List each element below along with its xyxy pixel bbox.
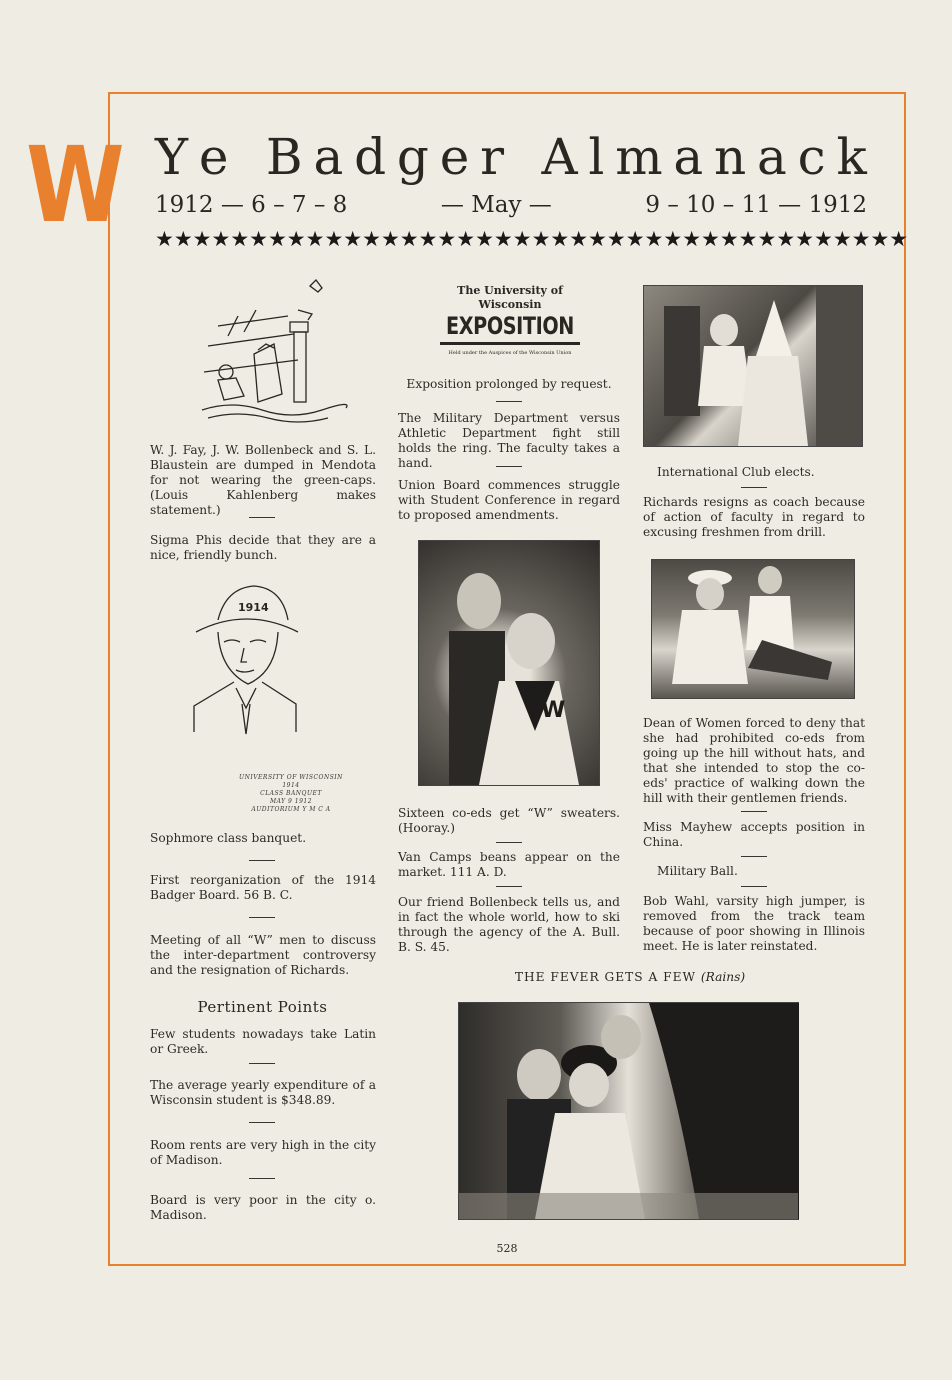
title-letter: a xyxy=(313,128,344,186)
left-paragraph-3: Sophmore class banquet. xyxy=(150,831,307,845)
star-icon: ★ xyxy=(569,227,589,251)
title-letter xyxy=(239,132,255,182)
star-divider xyxy=(155,227,909,251)
title-letter: c xyxy=(797,128,826,186)
divider xyxy=(249,1178,275,1179)
star-icon: ★ xyxy=(851,227,871,251)
left-paragraph-2: Sigma Phis decide that they are a nice, friendly bunch. xyxy=(150,533,376,562)
title-letter: A xyxy=(541,128,578,186)
star-icon: ★ xyxy=(380,227,400,251)
page-title xyxy=(155,128,867,186)
right-paragraph-1: International Club elects. xyxy=(657,465,815,479)
star-icon: ★ xyxy=(757,227,777,251)
star-icon: ★ xyxy=(531,227,551,251)
star-icon: ★ xyxy=(682,227,702,251)
divider xyxy=(496,466,522,467)
sweater-letter: W xyxy=(541,698,566,723)
mid-paragraph-6: Our friend Bollenbeck tells us, and in fact the whole world, how to ski through the agency of the A. Bull. B. S. 45. xyxy=(398,895,620,954)
fever-caption-text: THE FEVER GETS A FEW xyxy=(514,970,697,984)
international-club-photo xyxy=(643,285,863,447)
star-icon: ★ xyxy=(889,227,909,251)
expo-line-1: The University of Wisconsin xyxy=(457,284,563,311)
title-letter: r xyxy=(480,128,504,186)
expo-line-2: EXPOSITION xyxy=(446,312,574,340)
divider xyxy=(249,1122,275,1123)
divider xyxy=(249,517,275,518)
title-letter: g xyxy=(396,128,429,186)
hat-label: 1914 xyxy=(238,601,269,614)
star-icon: ★ xyxy=(625,227,645,251)
star-icon: ★ xyxy=(832,227,852,251)
right-paragraph-3: Dean of Women forced to deny that she had prohibited co-eds from going up the hill without hats, and that she intended to stop the co-eds' practice of walking down the hill with their gentlemen friends. xyxy=(643,716,865,805)
mid-paragraph-5: Van Camps beans appear on the market. 111 A. D. xyxy=(398,850,620,879)
banquet-card-line: MAY 9 1912 xyxy=(269,798,313,805)
title-letter: d xyxy=(354,128,387,186)
star-icon: ★ xyxy=(249,227,268,251)
left-paragraph-4: First reorganization of the 1914 Badger Board. 56 B. C. xyxy=(150,873,376,902)
star-icon: ★ xyxy=(719,227,739,251)
star-icon: ★ xyxy=(230,227,250,251)
star-icon: ★ xyxy=(173,227,193,251)
star-icon: ★ xyxy=(343,227,363,251)
divider xyxy=(741,886,767,887)
dunking-cartoon xyxy=(198,276,344,424)
right-paragraph-2: Richards resigns as coach because of action of faculty in regard to excusing freshmen from drill. xyxy=(643,495,865,539)
star-icon: ★ xyxy=(512,227,532,251)
star-icon: ★ xyxy=(155,227,174,251)
mid-paragraph-2: The Military Department versus Athletic Department fight still holds the ring. The faculty takes a hand. xyxy=(398,411,620,470)
star-icon: ★ xyxy=(813,227,833,251)
dateline xyxy=(155,194,867,217)
exposition-logo xyxy=(428,284,592,357)
title-letter: e xyxy=(439,128,470,186)
title-letter: n xyxy=(714,128,747,186)
title-letter xyxy=(515,132,531,182)
mid-paragraph-4: Sixteen co-eds get “W” sweaters. (Hooray.) xyxy=(398,806,620,835)
banquet-card-line: 1914 xyxy=(282,782,300,789)
star-icon: ★ xyxy=(644,227,664,251)
divider xyxy=(741,811,767,812)
right-paragraph-6: Bob Wahl, varsity high jumper, is removed from the track team because of poor showing in Illinois meet. He is later reinstated. xyxy=(643,894,865,953)
star-icon: ★ xyxy=(701,227,720,251)
fever-caption xyxy=(470,970,790,984)
page-number: 528 xyxy=(496,1242,518,1255)
title-letter: k xyxy=(836,128,867,186)
right-paragraph-4: Miss Mayhew accepts position in China. xyxy=(643,820,865,849)
star-icon: ★ xyxy=(550,227,570,251)
divider xyxy=(249,1063,275,1064)
star-icon: ★ xyxy=(305,227,325,251)
star-icon: ★ xyxy=(399,227,419,251)
star-icon: ★ xyxy=(738,227,758,251)
star-icon: ★ xyxy=(606,227,626,251)
divider xyxy=(249,917,275,918)
banquet-card-line: UNIVERSITY OF WISCONSIN xyxy=(239,774,343,781)
couple-photo xyxy=(651,559,855,699)
expo-line-3: Held under the Auspices of the Wisconsin Union xyxy=(448,350,572,356)
banquet-card-line: AUDITORIUM Y M C A xyxy=(251,806,331,813)
coeds-sweater-photo xyxy=(418,540,600,786)
divider xyxy=(741,487,767,488)
star-icon: ★ xyxy=(267,227,287,251)
left-paragraph-5: Meeting of all “W” men to discuss the inter-department controversy and the resignation of Richards. xyxy=(150,933,376,977)
star-icon: ★ xyxy=(437,227,457,251)
right-paragraph-5: Military Ball. xyxy=(657,864,738,878)
star-icon: ★ xyxy=(192,227,212,251)
star-icon: ★ xyxy=(475,227,494,251)
left-paragraph-1: W. J. Fay, J. W. Bollenbeck and S. L. Blaustein are dumped in Mendota for not wearing the green-caps. (Louis Kahlenberg makes statement.) xyxy=(150,443,376,517)
pertinent-point-2: The average yearly expenditure of a Wisconsin student is $348.89. xyxy=(150,1078,376,1107)
title-letter: a xyxy=(673,128,704,186)
star-icon: ★ xyxy=(324,227,344,251)
dateline-left: 1912 — 6 – 7 – 8 xyxy=(155,192,348,218)
fever-photo xyxy=(458,1002,799,1220)
star-icon: ★ xyxy=(493,227,513,251)
pertinent-point-1: Few students nowadays take Latin or Greek. xyxy=(150,1027,376,1056)
banquet-card-line: CLASS BANQUET xyxy=(260,790,322,797)
star-icon: ★ xyxy=(362,227,381,251)
freshman-hat-sketch xyxy=(188,578,300,738)
title-letter: m xyxy=(615,128,663,186)
title-letter: a xyxy=(757,128,787,186)
divider xyxy=(496,842,522,843)
divider xyxy=(249,860,275,861)
dateline-middle: — May — xyxy=(440,192,552,218)
pertinent-point-3: Room rents are very high in the city of Madison. xyxy=(150,1138,376,1167)
divider xyxy=(741,856,767,857)
star-icon: ★ xyxy=(456,227,476,251)
divider xyxy=(496,401,522,402)
fever-caption-credit: (Rains) xyxy=(700,970,746,984)
dateline-right: 9 – 10 – 11 — 1912 xyxy=(645,192,867,218)
mid-paragraph-3: Union Board commences struggle with Student Conference in regard to proposed amendments. xyxy=(398,478,620,522)
title-letter: B xyxy=(265,128,303,186)
star-icon: ★ xyxy=(663,227,683,251)
title-letter: l xyxy=(588,128,605,186)
star-icon: ★ xyxy=(418,227,438,251)
banquet-card xyxy=(196,774,386,814)
star-icon: ★ xyxy=(286,227,306,251)
star-icon: ★ xyxy=(870,227,890,251)
title-letter: Y xyxy=(155,128,189,186)
pertinent-points-heading: Pertinent Points xyxy=(197,998,328,1016)
star-icon: ★ xyxy=(776,227,796,251)
divider xyxy=(496,886,522,887)
title-letter: e xyxy=(198,128,229,186)
big-w-initial: W xyxy=(26,124,125,246)
star-icon: ★ xyxy=(211,227,231,251)
pertinent-point-4: Board is very poor in the city o. Madison. xyxy=(150,1193,376,1222)
star-icon: ★ xyxy=(588,227,607,251)
star-icon: ★ xyxy=(795,227,814,251)
mid-paragraph-1: Exposition prolonged by request. xyxy=(406,377,612,391)
